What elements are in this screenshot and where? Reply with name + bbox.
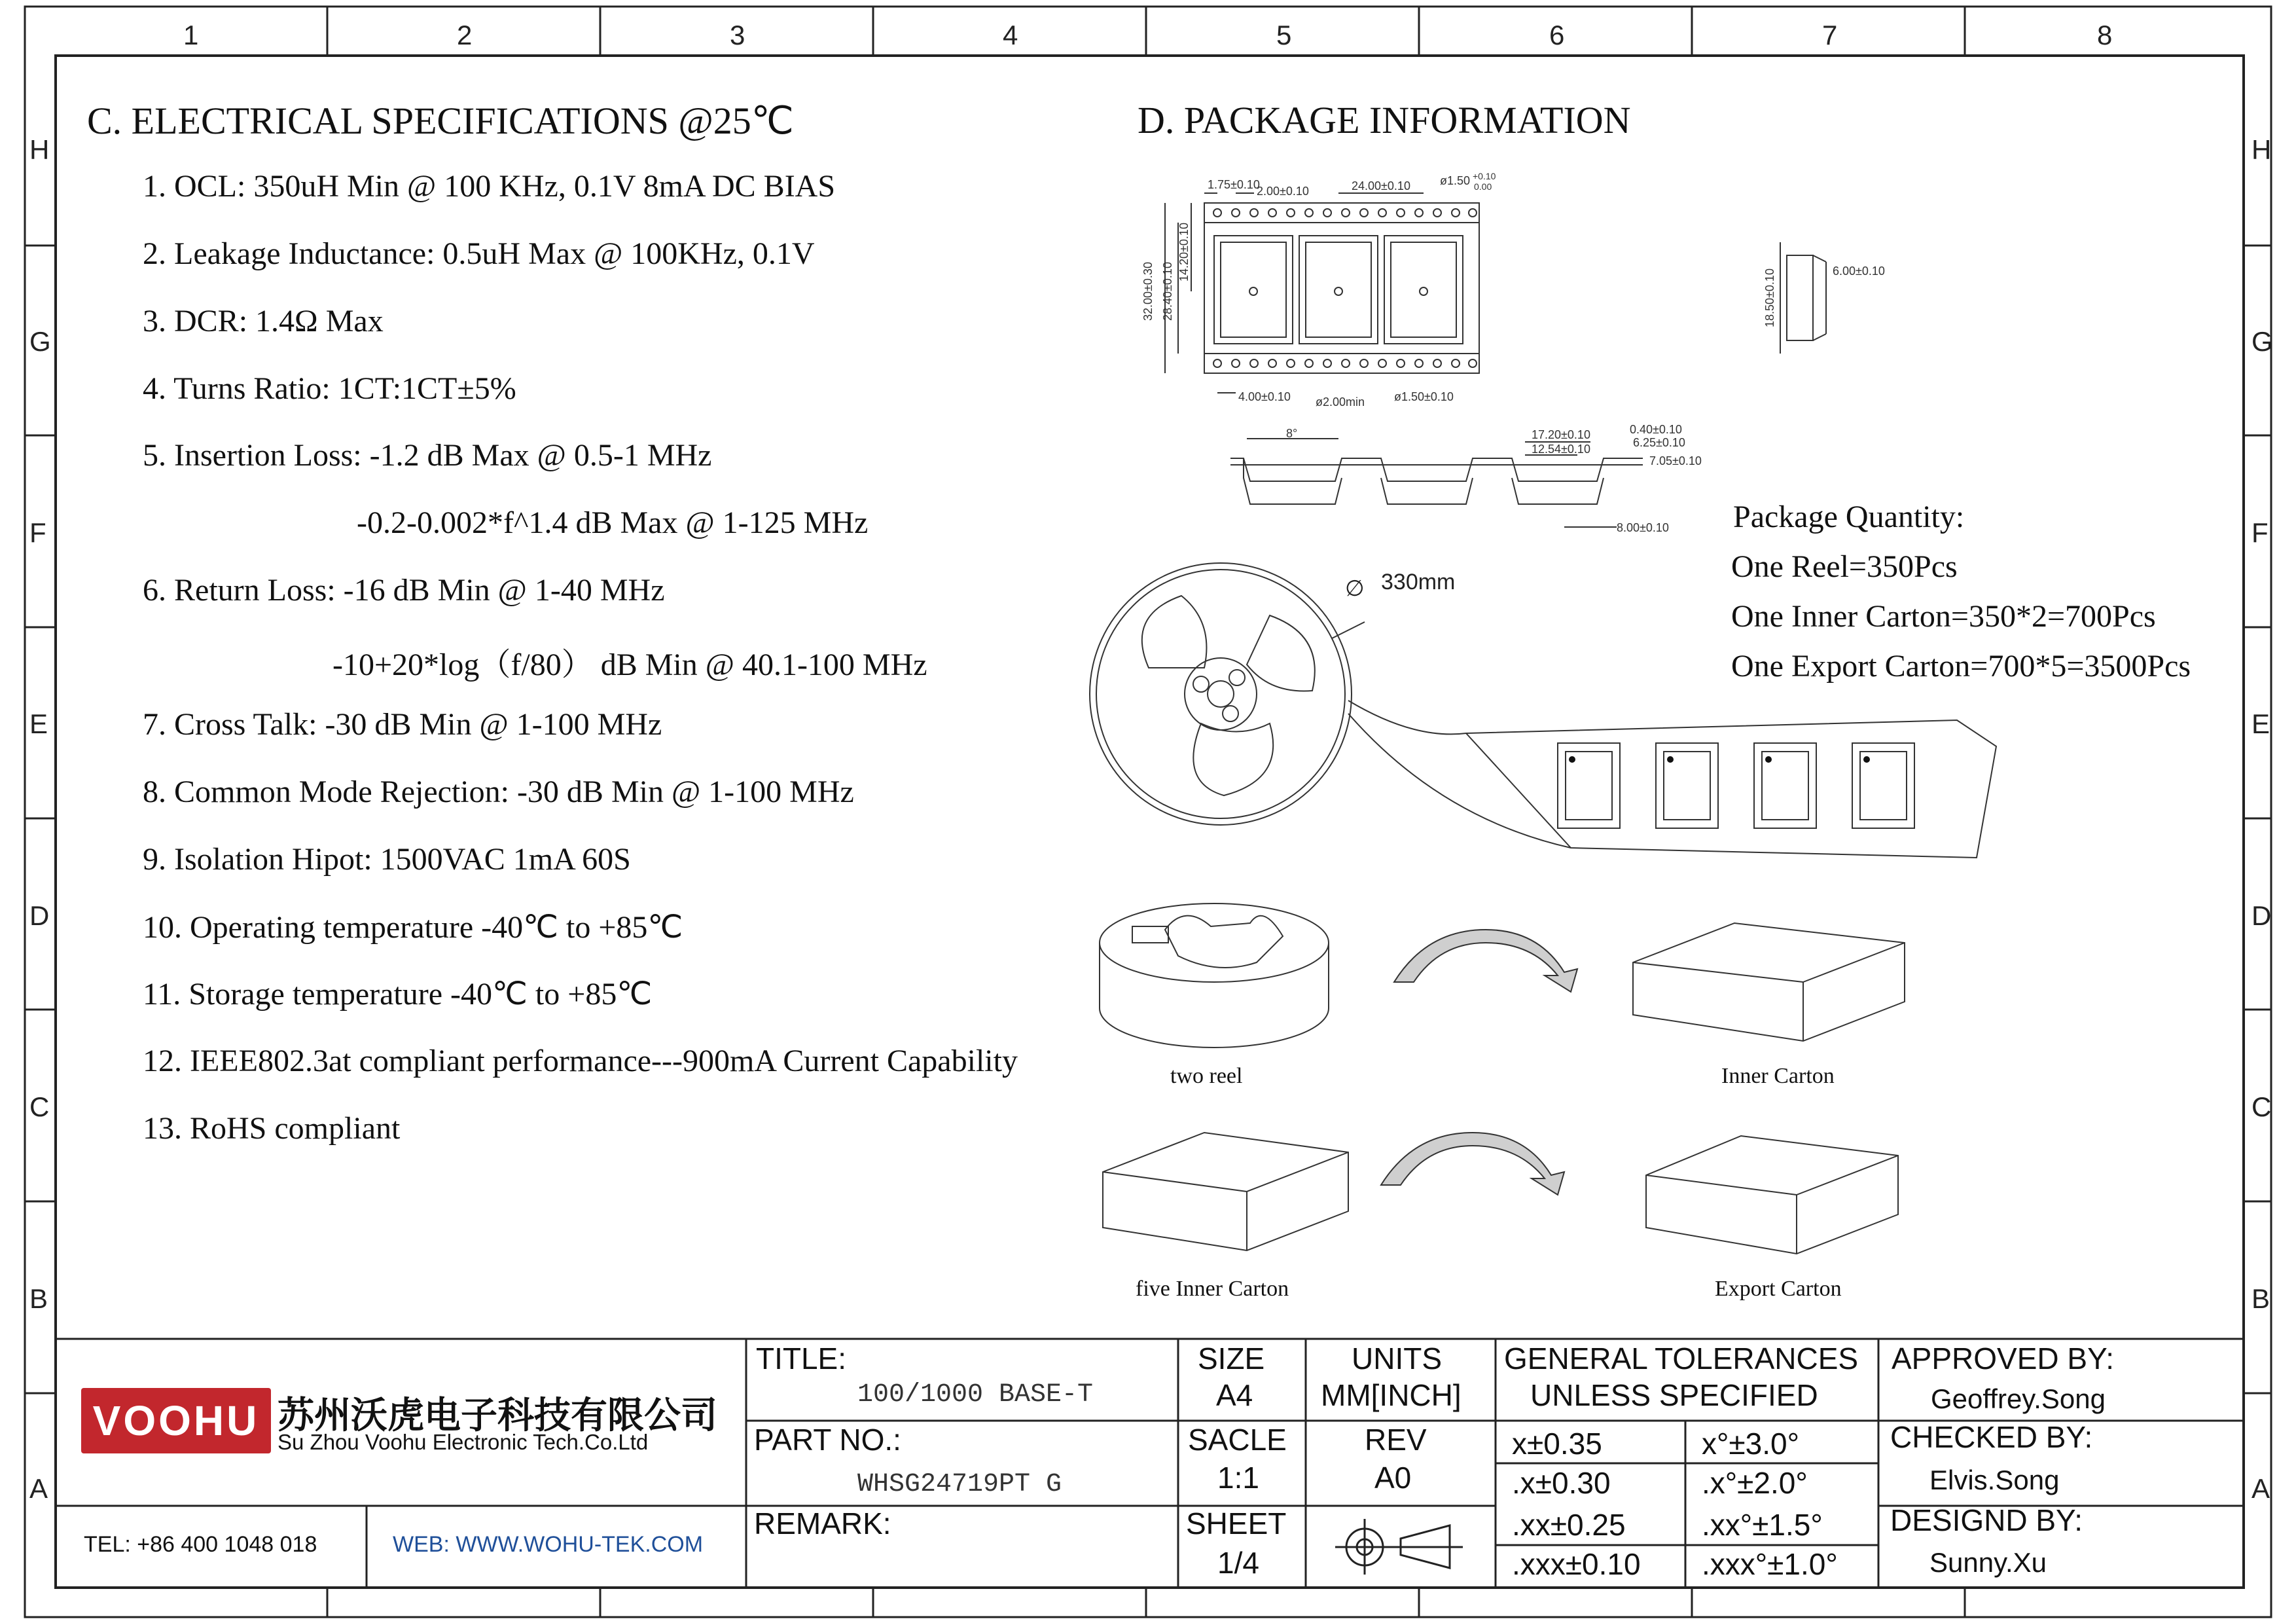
size-value: A4 — [1216, 1378, 1253, 1412]
spec-item: -0.2-0.002*f^1.4 dB Max @ 1-125 MHz — [357, 505, 869, 540]
package-quantity-title: Package Quantity: — [1733, 500, 1965, 534]
company-logo — [81, 1388, 271, 1453]
dim-label: +0.10 — [1473, 171, 1496, 181]
dim-label: 7.05±0.10 — [1649, 454, 1702, 467]
row-label: E — [2251, 708, 2270, 739]
dim-label: 2.00±0.10 — [1257, 185, 1309, 198]
row-label: H — [29, 134, 50, 165]
dim-label: 18.50±0.10 — [1763, 268, 1776, 327]
spec-item: 2. Leakage Inductance: 0.5uH Max @ 100KHz, 0.1V — [143, 236, 815, 271]
caption-five-inner-carton: five Inner Carton — [1136, 1277, 1289, 1301]
company-tel: TEL: +86 400 1048 018 — [84, 1532, 317, 1557]
tolerance-linear: .x±0.30 — [1512, 1466, 1611, 1500]
title-value: 100/1000 BASE-T — [857, 1380, 1094, 1410]
dim-label: 4.00±0.10 — [1238, 390, 1291, 403]
dim-label: 32.00±0.30 — [1141, 262, 1155, 321]
part-no-value: WHSG24719PT G — [857, 1470, 1062, 1499]
dim-label: 8.00±0.10 — [1617, 521, 1669, 534]
row-label: B — [29, 1283, 48, 1314]
approved-by-label: APPROVED BY: — [1892, 1341, 2115, 1376]
spec-item: 4. Turns Ratio: 1CT:1CT±5% — [143, 371, 516, 406]
row-label: C — [29, 1091, 50, 1122]
spec-item: 11. Storage temperature -40℃ to +85℃ — [143, 977, 653, 1012]
spec-item: 13. RoHS compliant — [143, 1111, 401, 1146]
reel-diameter-label: 330mm — [1381, 570, 1456, 594]
row-label: B — [2251, 1283, 2270, 1314]
package-quantity-line: One Reel=350Pcs — [1731, 549, 1958, 584]
sheet-label: SHEET — [1186, 1506, 1287, 1541]
column-label: 6 — [1549, 20, 1565, 50]
diameter-icon: ∅ — [1345, 576, 1365, 601]
row-label: G — [2251, 326, 2273, 357]
spec-item: 1. OCL: 350uH Min @ 100 KHz, 0.1V 8mA DC BIAS — [143, 169, 836, 204]
checked-by-value: Elvis.Song — [1929, 1465, 2060, 1495]
tolerance-angular: .x°±2.0° — [1702, 1466, 1808, 1500]
row-label: G — [29, 326, 51, 357]
company-web: WEB: WWW.WOHU-TEK.COM — [393, 1532, 704, 1557]
row-label: D — [29, 900, 50, 931]
spec-item: 6. Return Loss: -16 dB Min @ 1-40 MHz — [143, 573, 665, 608]
projection-symbol-icon — [1335, 1519, 1463, 1575]
scale-value: 1:1 — [1217, 1461, 1259, 1495]
dim-label: 8° — [1286, 427, 1298, 440]
dim-label: ø1.50 — [1440, 174, 1471, 187]
dim-label: 14.20±0.10 — [1177, 223, 1191, 282]
caption-export-carton: Export Carton — [1715, 1277, 1842, 1301]
dim-label: 12.54±0.10 — [1532, 443, 1590, 456]
electrical-heading: C. ELECTRICAL SPECIFICATIONS @25℃ — [87, 100, 794, 142]
caption-inner-carton: Inner Carton — [1721, 1064, 1835, 1088]
package-quantity-line: One Export Carton=700*5=3500Pcs — [1731, 649, 2191, 684]
dim-label: 28.40±0.10 — [1161, 262, 1174, 321]
dim-label: 6.25±0.10 — [1633, 436, 1685, 449]
spec-item: 5. Insertion Loss: -1.2 dB Max @ 0.5-1 MHz — [143, 438, 712, 473]
row-label: A — [29, 1473, 48, 1504]
part-no-label: PART NO.: — [754, 1423, 901, 1457]
spec-item: 3. DCR: 1.4Ω Max — [143, 304, 384, 338]
spec-item: 12. IEEE802.3at compliant performance---900mA Current Capability — [143, 1044, 1018, 1078]
company-name-en: Su Zhou Voohu Electronic Tech.Co.Ltd — [278, 1430, 649, 1454]
dim-label: 1.75±0.10 — [1208, 178, 1260, 191]
tolerance-linear: .xx±0.25 — [1512, 1508, 1626, 1542]
row-label: E — [29, 708, 48, 739]
dim-label: 24.00±0.10 — [1352, 179, 1410, 192]
designed-by-label: DESIGND BY: — [1890, 1503, 2083, 1537]
designed-by-value: Sunny.Xu — [1929, 1547, 2047, 1578]
tolerance-heading: GENERAL TOLERANCES — [1504, 1341, 1859, 1376]
column-label: 8 — [2097, 20, 2113, 50]
tolerance-angular: .xxx°±1.0° — [1702, 1547, 1838, 1581]
spec-item: 7. Cross Talk: -30 dB Min @ 1-100 MHz — [143, 707, 662, 742]
dim-label: ø2.00min — [1316, 395, 1365, 409]
row-label: D — [2251, 900, 2272, 931]
tolerance-subheading: UNLESS SPECIFIED — [1530, 1378, 1818, 1412]
row-label: H — [2251, 134, 2272, 165]
package-heading: D. PACKAGE INFORMATION — [1138, 99, 1631, 141]
column-label: 2 — [457, 20, 473, 50]
tolerance-linear: .xxx±0.10 — [1512, 1547, 1641, 1581]
column-label: 3 — [730, 20, 745, 50]
tolerance-angular: x°±3.0° — [1702, 1427, 1799, 1461]
logo-text: VOOHU — [92, 1397, 260, 1444]
dim-label: 0.00 — [1474, 181, 1492, 192]
spec-item: -10+20*log（f/80） dB Min @ 40.1-100 MHz — [332, 647, 927, 682]
row-label: F — [29, 517, 46, 548]
units-label: UNITS — [1352, 1341, 1442, 1376]
column-label: 4 — [1003, 20, 1018, 50]
approved-by-value: Geoffrey.Song — [1931, 1383, 2106, 1414]
row-label: C — [2251, 1091, 2272, 1122]
package-quantity-line: One Inner Carton=350*2=700Pcs — [1731, 599, 2156, 634]
scale-label: SACLE — [1188, 1423, 1287, 1457]
column-label: 1 — [183, 20, 199, 50]
company-name-cn: 苏州沃虎电子科技有限公司 — [278, 1395, 717, 1437]
units-value: MM[INCH] — [1321, 1378, 1462, 1412]
column-label: 7 — [1822, 20, 1838, 50]
size-label: SIZE — [1198, 1341, 1265, 1376]
rev-label: REV — [1365, 1423, 1427, 1457]
title-label: TITLE: — [756, 1341, 847, 1376]
remark-label: REMARK: — [754, 1506, 891, 1541]
row-label: A — [2251, 1473, 2270, 1504]
checked-by-label: CHECKED BY: — [1890, 1420, 2093, 1454]
tolerance-linear: x±0.35 — [1512, 1427, 1602, 1461]
rev-value: A0 — [1374, 1461, 1412, 1495]
row-label: F — [2251, 517, 2269, 548]
sheet-value: 1/4 — [1217, 1546, 1259, 1580]
column-label: 5 — [1276, 20, 1292, 50]
dim-label: 0.40±0.10 — [1630, 423, 1682, 436]
dim-label: 17.20±0.10 — [1532, 428, 1590, 441]
spec-item: 9. Isolation Hipot: 1500VAC 1mA 60S — [143, 842, 631, 877]
caption-two-reel: two reel — [1170, 1064, 1243, 1088]
spec-item: 8. Common Mode Rejection: -30 dB Min @ 1-100 MHz — [143, 775, 854, 809]
dim-label: 6.00±0.10 — [1833, 264, 1885, 278]
tolerance-angular: .xx°±1.5° — [1702, 1508, 1823, 1542]
dim-label: ø1.50±0.10 — [1394, 390, 1454, 403]
spec-item: 10. Operating temperature -40℃ to +85℃ — [143, 910, 683, 945]
